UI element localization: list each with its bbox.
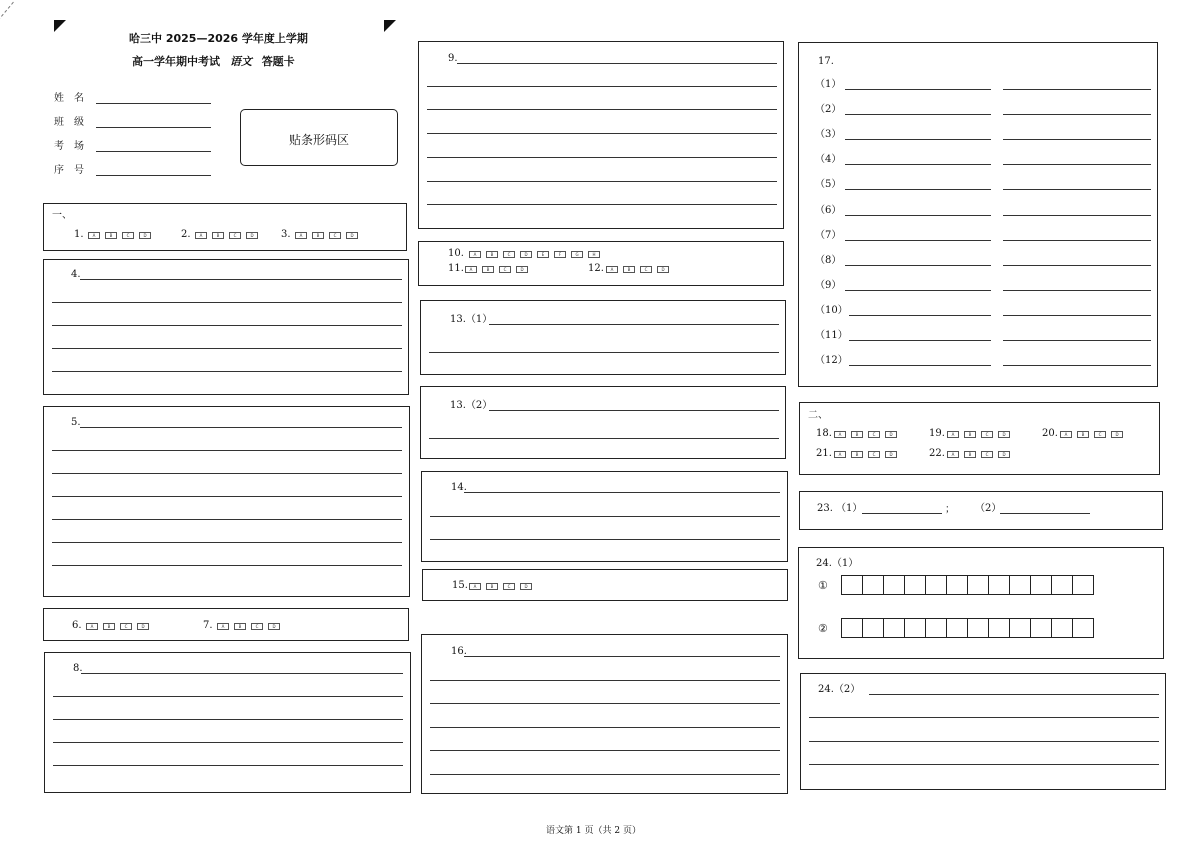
q17-part-8-label: （8）	[815, 255, 842, 266]
q3-option-b[interactable]: B	[312, 232, 324, 239]
q1-label: 1.	[74, 229, 84, 240]
barcode-label: 贴条形码区	[288, 133, 349, 147]
alignment-mark-right	[384, 20, 396, 32]
q17-answer-box	[798, 42, 1158, 387]
q10-option-e[interactable]: E	[537, 251, 549, 258]
q13-2-answer-box	[420, 386, 786, 459]
q17-part-6-line-b[interactable]	[1003, 215, 1151, 216]
section-one-label: 一、	[52, 210, 72, 221]
q5-answer-box	[43, 406, 410, 597]
q17-part-9-line-a[interactable]	[845, 290, 991, 291]
subject-name: 语文	[229, 55, 252, 68]
q3-option-a[interactable]: A	[295, 232, 307, 239]
q12-option-b[interactable]: B	[623, 266, 635, 273]
q10-label: 10.	[448, 248, 464, 259]
q12-label: 12.	[588, 263, 604, 274]
barcode-area	[240, 109, 398, 166]
q8-label: 8.	[73, 663, 83, 674]
q17-part-10-line-b[interactable]	[1003, 315, 1151, 316]
q10-option-b[interactable]: B	[486, 251, 498, 258]
q17-part-3-line-b[interactable]	[1003, 139, 1151, 140]
section-two-label: 二、	[808, 410, 828, 421]
grid-cell[interactable]	[1009, 575, 1031, 595]
grid-cell[interactable]	[841, 618, 863, 638]
grid-cell[interactable]	[904, 618, 926, 638]
q7-option-c[interactable]: C	[251, 623, 263, 630]
grid-cell[interactable]	[967, 575, 989, 595]
q5-line-6[interactable]	[52, 542, 402, 543]
grid-cell[interactable]	[1072, 575, 1094, 595]
q10-option-h[interactable]: H	[588, 251, 600, 258]
q6-option-a[interactable]: A	[86, 623, 98, 630]
field-seat-input[interactable]	[96, 175, 211, 176]
q4-answer-box	[43, 259, 409, 395]
q1-options[interactable]	[88, 230, 156, 240]
q3-options[interactable]	[295, 230, 363, 240]
q23-part1-label: （1）	[836, 503, 863, 514]
q1-option-d[interactable]: D	[139, 232, 151, 239]
q17-part-4-line-a[interactable]	[845, 164, 991, 165]
q17-part-1-line-a[interactable]	[845, 89, 991, 90]
q14-line-3[interactable]	[430, 539, 780, 540]
q13-1-line-1[interactable]	[489, 324, 779, 325]
fold-mark	[0, 2, 14, 21]
q4-line-5[interactable]	[52, 371, 402, 372]
q14-line-2[interactable]	[430, 516, 780, 517]
q5-line-5[interactable]	[52, 519, 402, 520]
q10-q12-choice-box	[418, 241, 784, 286]
q6-option-c[interactable]: C	[120, 623, 132, 630]
q17-part-8-line-b[interactable]	[1003, 265, 1151, 266]
q7-option-d[interactable]: D	[268, 623, 280, 630]
q7-label: 7.	[203, 620, 213, 631]
q20-options[interactable]	[1060, 429, 1128, 439]
q17-part-8-line-a[interactable]	[845, 265, 991, 266]
q16-line-4[interactable]	[430, 727, 780, 728]
q4-line-2[interactable]	[52, 302, 402, 303]
q16-line-1[interactable]	[464, 656, 780, 657]
q5-line-7[interactable]	[52, 565, 402, 566]
q8-line-2[interactable]	[53, 696, 403, 697]
q9-answer-box	[418, 41, 784, 229]
q23-part1-line[interactable]	[862, 513, 942, 514]
q24-1-label: 24.（1）	[816, 558, 859, 569]
q2-option-b[interactable]: B	[212, 232, 224, 239]
field-seat-label: 序 号	[54, 165, 84, 176]
q20-option-b[interactable]: B	[1077, 431, 1089, 438]
q23-separator: ；	[945, 504, 955, 515]
alignment-mark-left	[54, 20, 66, 32]
q21-option-d[interactable]: D	[885, 451, 897, 458]
q17-part-10-line-a[interactable]	[849, 315, 991, 316]
q17-part-11-line-a[interactable]	[849, 340, 991, 341]
field-class-input[interactable]	[96, 127, 211, 128]
q5-line-2[interactable]	[52, 450, 402, 451]
q12-option-d[interactable]: D	[657, 266, 669, 273]
q18-options[interactable]	[834, 429, 902, 439]
q6-option-b[interactable]: B	[103, 623, 115, 630]
grid-cell[interactable]	[904, 575, 926, 595]
q23-answer-box	[799, 491, 1163, 530]
q4-line-4[interactable]	[52, 348, 402, 349]
q1-option-b[interactable]: B	[105, 232, 117, 239]
q15-option-a[interactable]: A	[469, 583, 481, 590]
q24-1-row1-label: ①	[818, 579, 828, 592]
q17-part-6-label: （6）	[815, 205, 842, 216]
q4-label: 4.	[71, 269, 81, 280]
q15-options[interactable]	[469, 581, 537, 591]
q14-line-1[interactable]	[464, 492, 780, 493]
q17-part-7-label: （7）	[815, 230, 842, 241]
q7-option-a[interactable]: A	[217, 623, 229, 630]
section-two-choice-box	[799, 402, 1160, 475]
field-room-label: 考 场	[54, 141, 84, 152]
q13-2-label: 13.（2）	[450, 400, 493, 411]
q4-line-1[interactable]	[80, 279, 402, 280]
q21-options[interactable]	[834, 449, 902, 459]
q8-line-1[interactable]	[81, 673, 403, 674]
q15-option-b[interactable]: B	[486, 583, 498, 590]
q9-line-7[interactable]	[427, 204, 777, 205]
q5-line-4[interactable]	[52, 496, 402, 497]
q17-part-3-line-a[interactable]	[845, 139, 991, 140]
grid-cell[interactable]	[1030, 618, 1052, 638]
q16-line-3[interactable]	[430, 703, 780, 704]
q24-1-row2-grid[interactable]	[841, 618, 1093, 638]
q6-q7-choice-box	[43, 608, 409, 641]
grid-cell[interactable]	[946, 618, 968, 638]
q13-2-line-2[interactable]	[429, 438, 779, 439]
q10-option-f[interactable]: F	[554, 251, 566, 258]
q21-label: 21.	[816, 448, 832, 459]
q20-option-c[interactable]: C	[1094, 431, 1106, 438]
q13-1-answer-box	[420, 300, 786, 375]
q24-2-answer-box	[800, 673, 1166, 790]
q8-line-5[interactable]	[53, 765, 403, 766]
q9-line-6[interactable]	[427, 181, 777, 182]
q17-part-6-line-a[interactable]	[845, 215, 991, 216]
q19-option-b[interactable]: B	[964, 431, 976, 438]
exam-title-line1: 哈三中 2025—2026 学年度上学期	[129, 32, 308, 45]
q11-option-a[interactable]: A	[465, 266, 477, 273]
q11-option-b[interactable]: B	[482, 266, 494, 273]
q22-option-c[interactable]: C	[981, 451, 993, 458]
q24-2-line-4[interactable]	[809, 764, 1159, 765]
q17-part-1-label: （1）	[815, 79, 842, 90]
q3-option-d[interactable]: D	[346, 232, 358, 239]
q18-option-a[interactable]: A	[834, 431, 846, 438]
q19-option-c[interactable]: C	[981, 431, 993, 438]
q12-options[interactable]	[606, 264, 674, 274]
q2-option-c[interactable]: C	[229, 232, 241, 239]
q11-option-c[interactable]: C	[499, 266, 511, 273]
q10-option-a[interactable]: A	[469, 251, 481, 258]
exam-title-line2	[132, 53, 295, 69]
q16-line-6[interactable]	[430, 774, 780, 775]
q17-part-11-label: （11）	[815, 330, 848, 341]
grid-cell[interactable]	[1009, 618, 1031, 638]
q21-option-b[interactable]: B	[851, 451, 863, 458]
q15-option-c[interactable]: C	[503, 583, 515, 590]
q24-2-line-2[interactable]	[809, 717, 1159, 718]
grid-cell[interactable]	[1051, 575, 1073, 595]
q7-options[interactable]	[217, 621, 285, 631]
q6-option-d[interactable]: D	[137, 623, 149, 630]
q18-option-d[interactable]: D	[885, 431, 897, 438]
q13-1-line-2[interactable]	[429, 352, 779, 353]
grid-cell[interactable]	[1051, 618, 1073, 638]
q18-label: 18.	[816, 428, 832, 439]
grid-cell[interactable]	[988, 618, 1010, 638]
q17-part-7-line-b[interactable]	[1003, 240, 1151, 241]
q8-line-4[interactable]	[53, 742, 403, 743]
q19-label: 19.	[929, 428, 945, 439]
q20-option-a[interactable]: A	[1060, 431, 1072, 438]
q17-part-10-label: （10）	[815, 305, 848, 316]
q8-answer-box	[44, 652, 411, 793]
q20-option-d[interactable]: D	[1111, 431, 1123, 438]
q1-option-c[interactable]: C	[122, 232, 134, 239]
q7-option-b[interactable]: B	[234, 623, 246, 630]
q19-option-d[interactable]: D	[998, 431, 1010, 438]
grid-cell[interactable]	[883, 618, 905, 638]
q5-label: 5.	[71, 417, 81, 428]
q16-answer-box	[421, 634, 788, 794]
q9-line-2[interactable]	[427, 86, 777, 87]
q17-part-1-line-b[interactable]	[1003, 89, 1151, 90]
section-one-choice-box	[43, 203, 407, 251]
grid-cell[interactable]	[862, 575, 884, 595]
q17-part-2-line-a[interactable]	[845, 114, 991, 115]
q6-options[interactable]	[86, 621, 154, 631]
q24-1-row2-label: ②	[818, 622, 828, 635]
q17-part-9-label: （9）	[815, 280, 842, 291]
q21-option-a[interactable]: A	[834, 451, 846, 458]
grid-cell[interactable]	[1072, 618, 1094, 638]
field-name-input[interactable]	[96, 103, 211, 104]
q19-option-a[interactable]: A	[947, 431, 959, 438]
q14-label: 14.	[451, 482, 467, 493]
q10-options[interactable]	[469, 249, 605, 259]
q9-line-4[interactable]	[427, 133, 777, 134]
q17-part-5-line-a[interactable]	[845, 189, 991, 190]
q12-option-a[interactable]: A	[606, 266, 618, 273]
q17-part-7-line-a[interactable]	[845, 240, 991, 241]
q2-options[interactable]	[195, 230, 263, 240]
grid-cell[interactable]	[862, 618, 884, 638]
q22-option-b[interactable]: B	[964, 451, 976, 458]
q17-label: 17.	[818, 56, 834, 67]
q16-line-2[interactable]	[430, 680, 780, 681]
q17-part-4-line-b[interactable]	[1003, 164, 1151, 165]
q22-option-d[interactable]: D	[998, 451, 1010, 458]
title-suffix: 答题卡	[261, 55, 295, 68]
q24-2-line-3[interactable]	[809, 741, 1159, 742]
q15-option-d[interactable]: D	[520, 583, 532, 590]
q10-option-g[interactable]: G	[571, 251, 583, 258]
q16-line-5[interactable]	[430, 750, 780, 751]
q2-label: 2.	[181, 229, 191, 240]
grid-cell[interactable]	[883, 575, 905, 595]
q5-line-1[interactable]	[80, 427, 402, 428]
q11-label: 11.	[448, 263, 464, 274]
q17-part-5-line-b[interactable]	[1003, 189, 1151, 190]
q14-answer-box	[421, 471, 788, 562]
q17-part-2-line-b[interactable]	[1003, 114, 1151, 115]
grid-cell[interactable]	[1030, 575, 1052, 595]
grid-cell[interactable]	[925, 575, 947, 595]
q13-2-line-1[interactable]	[489, 410, 779, 411]
grid-cell[interactable]	[988, 575, 1010, 595]
q20-label: 20.	[1042, 428, 1058, 439]
page-footer: 语文第 1 页（共 2 页）	[546, 826, 641, 836]
q17-part-11-line-b[interactable]	[1003, 340, 1151, 341]
q17-part-5-label: （5）	[815, 179, 842, 190]
q23-label: 23.	[817, 503, 833, 514]
q17-part-12-label: （12）	[815, 355, 848, 366]
q16-label: 16.	[451, 646, 467, 657]
grid-cell[interactable]	[841, 575, 863, 595]
q10-option-c[interactable]: C	[503, 251, 515, 258]
q9-line-5[interactable]	[427, 157, 777, 158]
q3-label: 3.	[281, 229, 291, 240]
q23-part2-label: （2）	[975, 503, 1002, 514]
q11-options[interactable]	[465, 264, 533, 274]
q24-2-line-1[interactable]	[869, 694, 1159, 695]
q5-line-3[interactable]	[52, 473, 402, 474]
q10-option-d[interactable]: D	[520, 251, 532, 258]
q15-choice-box	[422, 569, 788, 601]
exam-title-text: 高一学年期中考试	[132, 55, 220, 68]
grid-cell[interactable]	[925, 618, 947, 638]
q2-option-a[interactable]: A	[195, 232, 207, 239]
q22-options[interactable]	[947, 449, 1015, 459]
field-room-input[interactable]	[96, 151, 211, 152]
q9-line-1[interactable]	[457, 63, 777, 64]
q18-option-b[interactable]: B	[851, 431, 863, 438]
q24-1-answer-box	[798, 547, 1164, 659]
q15-label: 15.	[452, 580, 468, 591]
q13-1-label: 13.（1）	[450, 314, 493, 325]
grid-cell[interactable]	[967, 618, 989, 638]
q21-option-c[interactable]: C	[868, 451, 880, 458]
field-class-label: 班 级	[54, 117, 84, 128]
q8-line-3[interactable]	[53, 719, 403, 720]
q19-options[interactable]	[947, 429, 1015, 439]
q22-label: 22.	[929, 448, 945, 459]
q23-part2-line[interactable]	[1000, 513, 1090, 514]
grid-cell[interactable]	[946, 575, 968, 595]
q9-label: 9.	[448, 53, 458, 64]
q2-option-d[interactable]: D	[246, 232, 258, 239]
q9-line-3[interactable]	[427, 109, 777, 110]
field-name-label: 姓 名	[54, 93, 84, 104]
q22-option-a[interactable]: A	[947, 451, 959, 458]
q17-part-2-label: （2）	[815, 104, 842, 115]
q3-option-c[interactable]: C	[329, 232, 341, 239]
q17-part-4-label: （4）	[815, 154, 842, 165]
q17-part-12-line-a[interactable]	[849, 365, 991, 366]
q4-line-3[interactable]	[52, 325, 402, 326]
q12-option-c[interactable]: C	[640, 266, 652, 273]
q6-label: 6.	[72, 620, 82, 631]
q17-part-9-line-b[interactable]	[1003, 290, 1151, 291]
q1-option-a[interactable]: A	[88, 232, 100, 239]
q18-option-c[interactable]: C	[868, 431, 880, 438]
q17-part-3-label: （3）	[815, 129, 842, 140]
q24-1-row1-grid[interactable]	[841, 575, 1093, 595]
q17-part-12-line-b[interactable]	[1003, 365, 1151, 366]
q11-option-d[interactable]: D	[516, 266, 528, 273]
q24-2-label: 24.（2）	[818, 684, 861, 695]
